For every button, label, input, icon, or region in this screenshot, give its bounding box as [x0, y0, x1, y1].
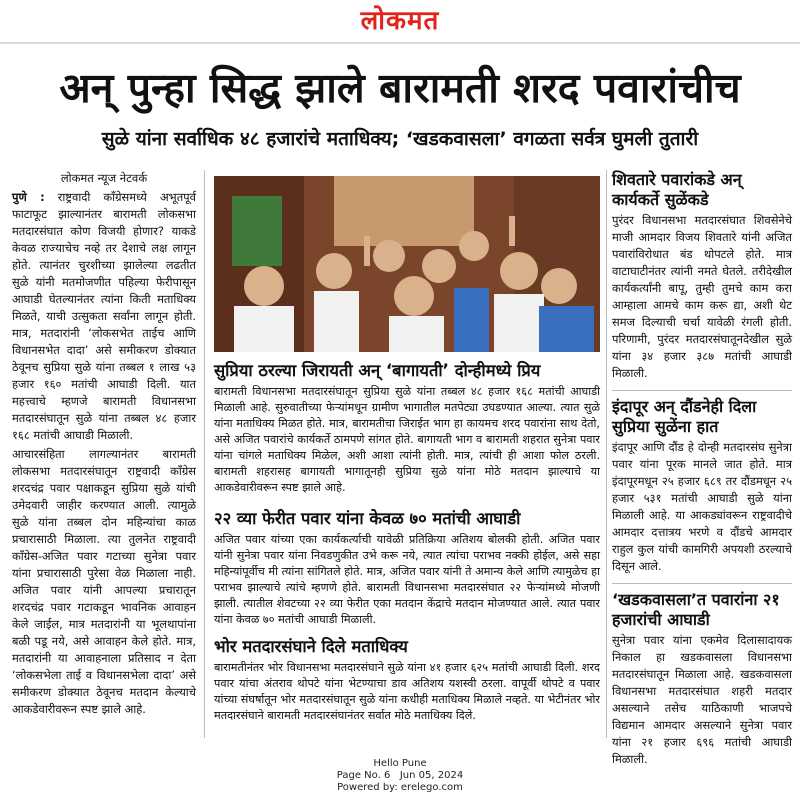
sub-headline: सुळे यांना सर्वाधिक ४८ हजारांचे मताधिक्य; ‘खडकवासला’ वगळता सर्वत्र घुमली तुतारी: [101, 128, 699, 150]
right-column: [612, 170, 792, 766]
story-title: भोर मतदारसंघाने दिले मताधिक्य: [214, 637, 408, 656]
story-body: बारामती विधानसभा मतदारसंघातून सुप्रिया सुळे यांना तब्बल ४८ हजार १६८ मतांची आघाडी मिळाली आहे. सुरुवातीच्या फेऱ्यांमधून ग्रामीण भागातील मतपेट्या उघडण्यात आल्या. त्यात सुळे यांना मताधिक्य मिळत होते. मात्र, बारामतीचा जिराईत भाग हा कायमच शरद पवारांना साथ देतो, असे अजित पवारांचे कार्यकर्ते ठामपणे सांगत होते. बागायती भाग व बारामती शहरात सुनेत्रा पवार यांना चांगले मताधिक्य मिळेल, अशी आशा त्यांनी होती. मात्र, त्यांची ही आशा फोल ठरली. बारामती शहरासह बागायती भागातूनही सुप्रिया सुळे यांना मोठे मतदान झाल्याचे या आकडेवारीवरून स्पष्ट झाले आहे.: [214, 385, 600, 494]
powered-by[interactable]: Powered by: erelego.com: [337, 782, 463, 793]
story-divider: [612, 390, 792, 391]
article-paragraph: आचारसंहिता लागल्यानंतर बारामती लोकसभा मतदारसंघातून राष्ट्रवादी काँग्रेस शरदचंद्र पवार पक्षाकडून सुप्रिया सुळे यांची उमेदवारी जाहीर करण्यात आली. त्यामुळे सुळे यांना तब्बल दोन महिन्यांचा काळ प्रचारासाठी मिळाला. त्या तुलनेत राष्ट्रवादी काँग्रेस-अजित पवार गटाच्या सुनेत्रा पवार यांना प्रचारासाठी पुरेसा वेळ मिळाला नाही. अजित पवार यांनी आपल्या प्रचारातून शरदचंद्र पवार गटाकडून भावनिक आवाहन केले जाईल, मात्र मतदारांनी या भूलथापांना बळी पडू नये, असे आवाहन केले होते. मात्र, मतदारांनी या आवाहनाला प्रतिसाद न देता ‘लोकसभेला ताई व विधानसभेला दादा’ असे समीकरण डोक्यात ठेवूनच मतदान केल्याचे आकडेवारीवरून स्पष्ट झाले आहे.: [12, 447, 196, 716]
story-body: बारामतीनंतर भोर विधानसभा मतदारसंघाने सुळे यांना ४१ हजार ६२५ मतांची आघाडी दिली. शरद पवार यांचा अंतराव थोपटे यांना भेटण्याचा डाव अतिशय यशस्वी ठरला. वापूर्वी थोपटे व पवार यांच्या संघर्षातून भोर मतदारसंघातून सुळे यांना कधीही मताधिक्य मिळाले नव्हते. या भेटीनंतर भोर मतदारसंघाने बारामती मतदारसंघानंतर सर्वात मोठे मताधिक्य दिले.: [214, 661, 600, 722]
dateline: पुणे :: [12, 190, 45, 204]
page-footer: [0, 758, 800, 794]
page-info: [0, 770, 800, 782]
story-title: इंदापूर अन् दौंडनेही दिला सुप्रिया सुळेंना हात: [612, 397, 757, 436]
byline: लोकमत न्यूज नेटवर्क: [60, 171, 148, 185]
story-body: इंदापूर आणि दौंड हे दोन्ही मतदारसंघ सुनेत्रा पवार यांना पूरक मानले जात होते. मात्र इंदापूरमधून २५ हजार ६८९ तर दौंडमधून २५ हजार ५३१ मतांची आघाडी सुळे यांना मिळाली आहे. या आकड्यांवरून राष्ट्रवादीचे आमदार दत्तात्रय भरणे व दौंडचे आमदार राहुल कुल यांची कामगिरी अपयशी ठरल्याचे दिसून आले.: [612, 440, 792, 573]
masthead-divider: [0, 42, 800, 44]
paragraph-text: राष्ट्रवादी काँग्रेसमध्ये अभूतपूर्व फाटाफूट झाल्यानंतर बारामती लोकसभा मतदारसंघात कोण विजयी होणार? याकडे केवळ राज्याचेच नव्हे तर देशाचे लक्ष लागून होते. त्यानंतर चुरशीच्या झालेल्या लढतीत सुळे यांनी मतमोजणीत पहिल्या फेरीपासून आघाडी घेतल्यानंतर त्यांना किती मताधिक्य मिळते, याची उत्सुकता सर्वांना लागून होती. मात्र, मतदारांनी ‘लोकसभेत ताईच आणि विधानसभेत दादा’ असे समीकरण डोक्यात ठेवूनच सुप्रिया सुळे यांना तब्बल १ लाख ५३ हजार १६० मतांची आघाडी दिली. यात महत्त्वाचे म्हणजे बारामती विधानसभा मतदारसंघातून सुळे यांना तब्बल ४८ हजार १६८ मतांची आघाडी मिळाली.: [12, 190, 196, 442]
lokmat-logo[interactable]: लोकमत: [360, 6, 440, 36]
story-divider: [612, 583, 792, 584]
celebration-photo-illustration: [214, 176, 600, 352]
story-title: २२ व्या फेरीत पवार यांना केवळ ७० मतांची आघाडी: [214, 509, 521, 528]
column-divider: [606, 170, 607, 738]
story-title: ‘खडकवासला’त पवारांना २१ हजारांची आघाडी: [612, 590, 780, 629]
story-supriya-irrigated: [214, 360, 600, 496]
story-title: शिवतारे पवारांकडे अन् कार्यकर्ते सुळेंकडे: [612, 170, 742, 209]
column-divider: [204, 170, 205, 738]
story-title: सुप्रिया ठरल्या जिरायती अन् ‘बागायती’ दोन्हीमध्ये प्रिय: [214, 361, 541, 380]
article-paragraph: [12, 189, 196, 444]
story-22nd-round: [214, 508, 600, 628]
story-bhor: [214, 636, 600, 724]
left-column: [12, 170, 196, 740]
main-headline: अन् पुन्हा सिद्ध झाले बारामती शरद पवारांचीच: [59, 64, 741, 112]
masthead: [0, 4, 800, 40]
publish-date: Jun 05, 2024: [399, 770, 464, 781]
page-number: Page No. 6: [336, 770, 391, 781]
news-photo: [214, 176, 600, 352]
edition-name: Hello Pune: [373, 758, 427, 769]
story-body: अजित पवार यांच्या एका कार्यकर्त्याची यावेळी प्रतिक्रिया अतिशय बोलकी होती. अजित पवार यांनी सुनेत्रा पवार यांना निवडणुकीत उभे करू नये, त्यात त्यांचा पराभव नक्की होईल, असे सहा महिन्यांपूर्वीच मी त्यांना सांगितले होते. मात्र, अजित पवार यांनी ते अमान्य केले आणि त्यामुळेच हा पराभव झाल्याचे त्यांचे म्हणणे होते. बारामती विधानसभा मतदारसंघात २२ फेऱ्यांमध्ये मोजणी झाली. त्यातील शेवटच्या २२ व्या फेरीत एका मतदान केंद्राचे मतदान मोजण्यात आले. त्यात पवार यांना केवळ ७० मतांची आघाडी मिळाली.: [214, 533, 600, 626]
story-body: सुनेत्रा पवार यांना एकमेव दिलासादायक निकाल हा खडकवासला विधानसभा मतदारसंघातून मिळाला आहे. खडकवासला विधानसभा मतदारसंघात शहरी मतदार असल्याने तसेच याठिकाणी भाजपचे विद्यमान आमदार असल्याने सुनेत्रा पवार यांना २१ हजार ६९६ मतांची आघाडी मिळाली.: [612, 633, 792, 766]
story-body: पुरंदर विधानसभा मतदारसंघात शिवसेनेचे माजी आमदार विजय शिवतारे यांनी अजित पवारांविरोधात बंड थोपटले होते. मात्र वाटाघाटीनंतर त्यांनी नमते घेतले. तरीदेखील कार्यकर्त्यांनी बापू, तुम्ही तुमचे काम करा आम्हाला आमचे काम करू द्या, अशी थेट समज दिल्याची चर्चा यावेळी रंगली होती. परिणामी, पुरंदर मतदारसंघातूनदेखील सुळे यांना ३४ हजार ३८७ मतांची आघाडी मिळाली.: [612, 213, 792, 380]
